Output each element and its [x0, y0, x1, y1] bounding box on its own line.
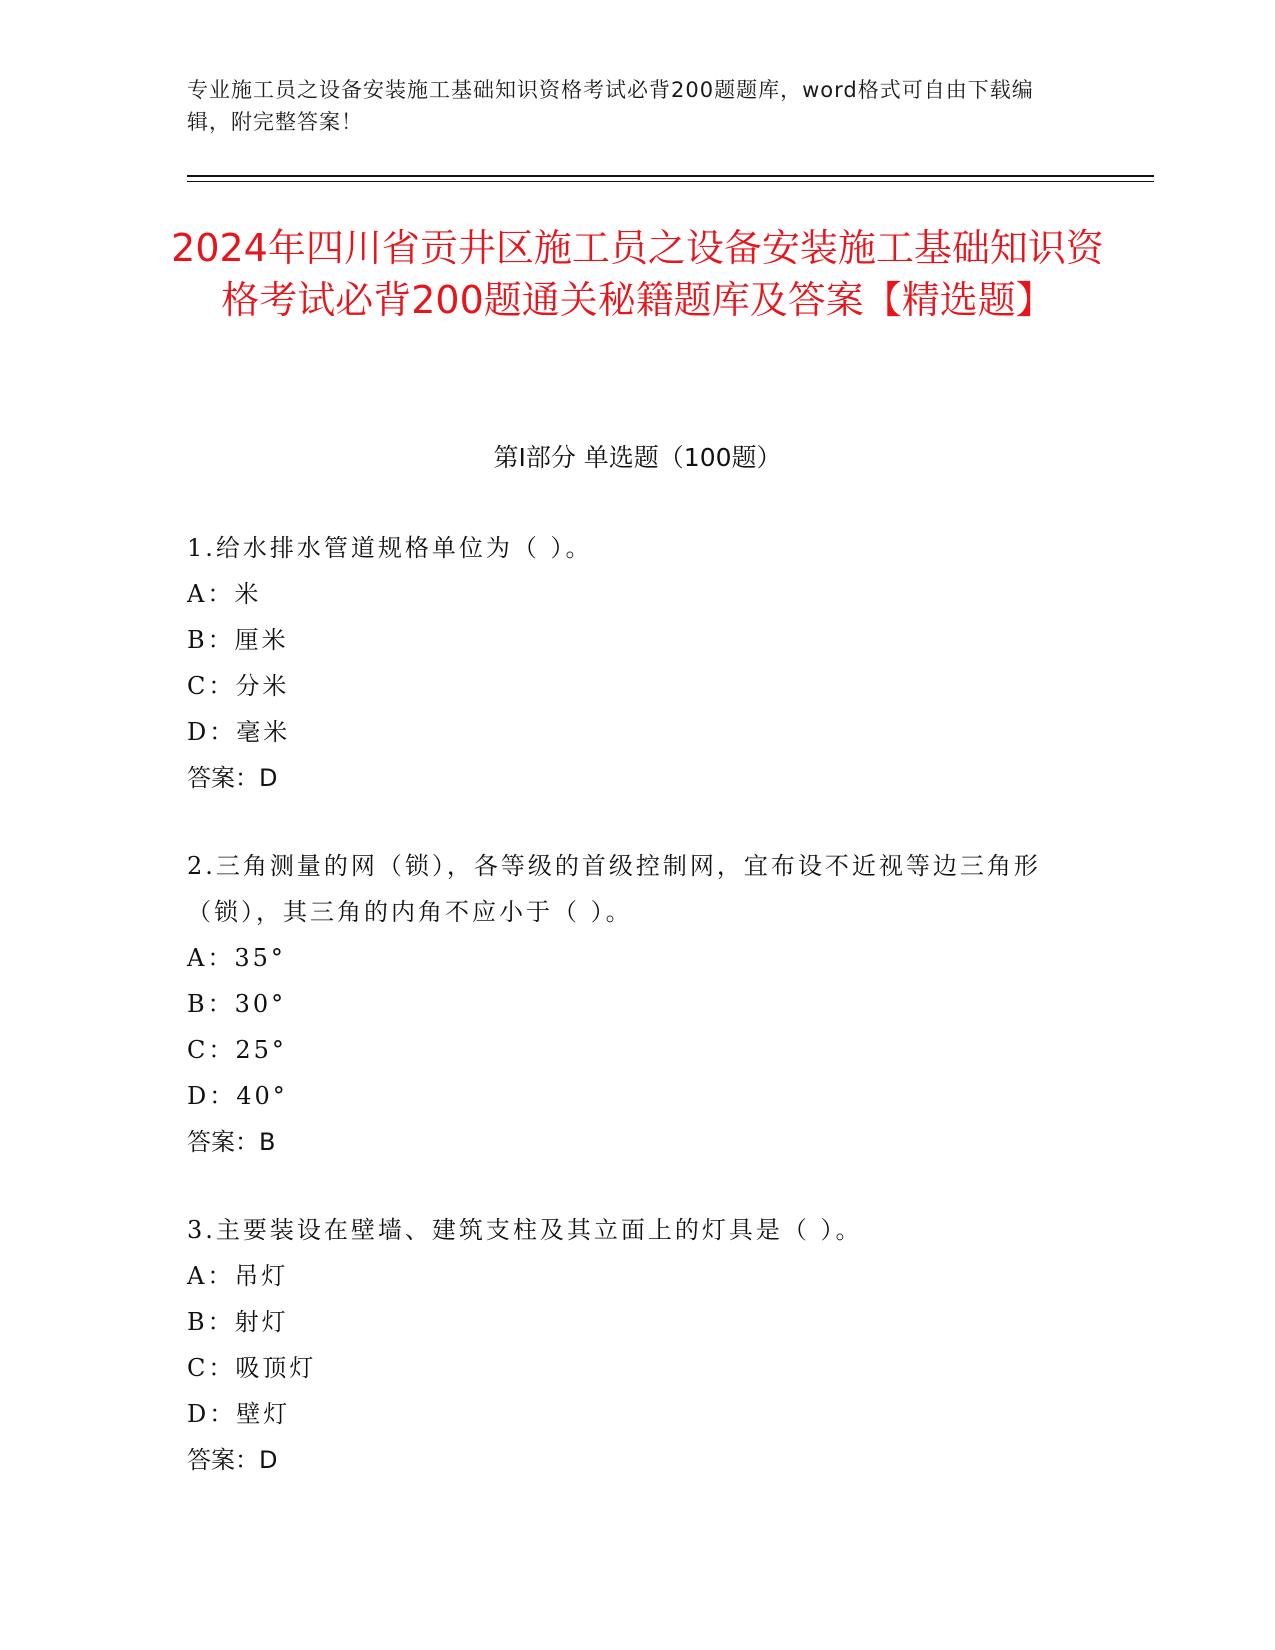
option-c: C：分米 [187, 672, 290, 700]
question-list [187, 525, 1067, 1525]
option-c: C：吸顶灯 [187, 1354, 317, 1382]
question-item [187, 1207, 1067, 1483]
header-divider-thick [187, 175, 1154, 177]
option-a: A：吊灯 [187, 1262, 289, 1290]
option-d: D：40° [187, 1082, 288, 1110]
header-divider-thin [187, 181, 1154, 182]
question-stem: 2.三角测量的网（锁），各等级的首级控制网，宜布设不近视等边三角形（锁），其三角的内角不应小于（ ）。 [187, 852, 1041, 926]
option-c: C：25° [187, 1036, 287, 1064]
option-a: A：米 [187, 580, 262, 608]
option-b: B：30° [187, 990, 287, 1018]
section-heading: 第Ⅰ部分 单选题（100题） [493, 443, 782, 472]
header-note: 专业施工员之设备安装施工基础知识资格考试必背200题题库，word格式可自由下载编辑，附完整答案！ [187, 78, 1034, 134]
option-d: D：壁灯 [187, 1400, 291, 1428]
answer-line: 答案：B [187, 1128, 276, 1156]
option-a: A：35° [187, 944, 286, 972]
document-title: 2024年四川省贡井区施工员之设备安装施工基础知识资格考试必背200题通关秘籍题库及答案【精选题】 [171, 226, 1104, 322]
question-item [187, 525, 1067, 801]
question-stem: 3.主要装设在壁墙、建筑支柱及其立面上的灯具是（ ）。 [187, 1216, 863, 1244]
question-stem: 1.给水排水管道规格单位为（ ）。 [187, 534, 593, 562]
option-b: B：射灯 [187, 1308, 289, 1336]
option-b: B：厘米 [187, 626, 289, 654]
question-item [187, 843, 1067, 1165]
option-d: D：毫米 [187, 718, 291, 746]
answer-line: 答案：D [187, 764, 278, 792]
answer-line: 答案：D [187, 1446, 278, 1474]
